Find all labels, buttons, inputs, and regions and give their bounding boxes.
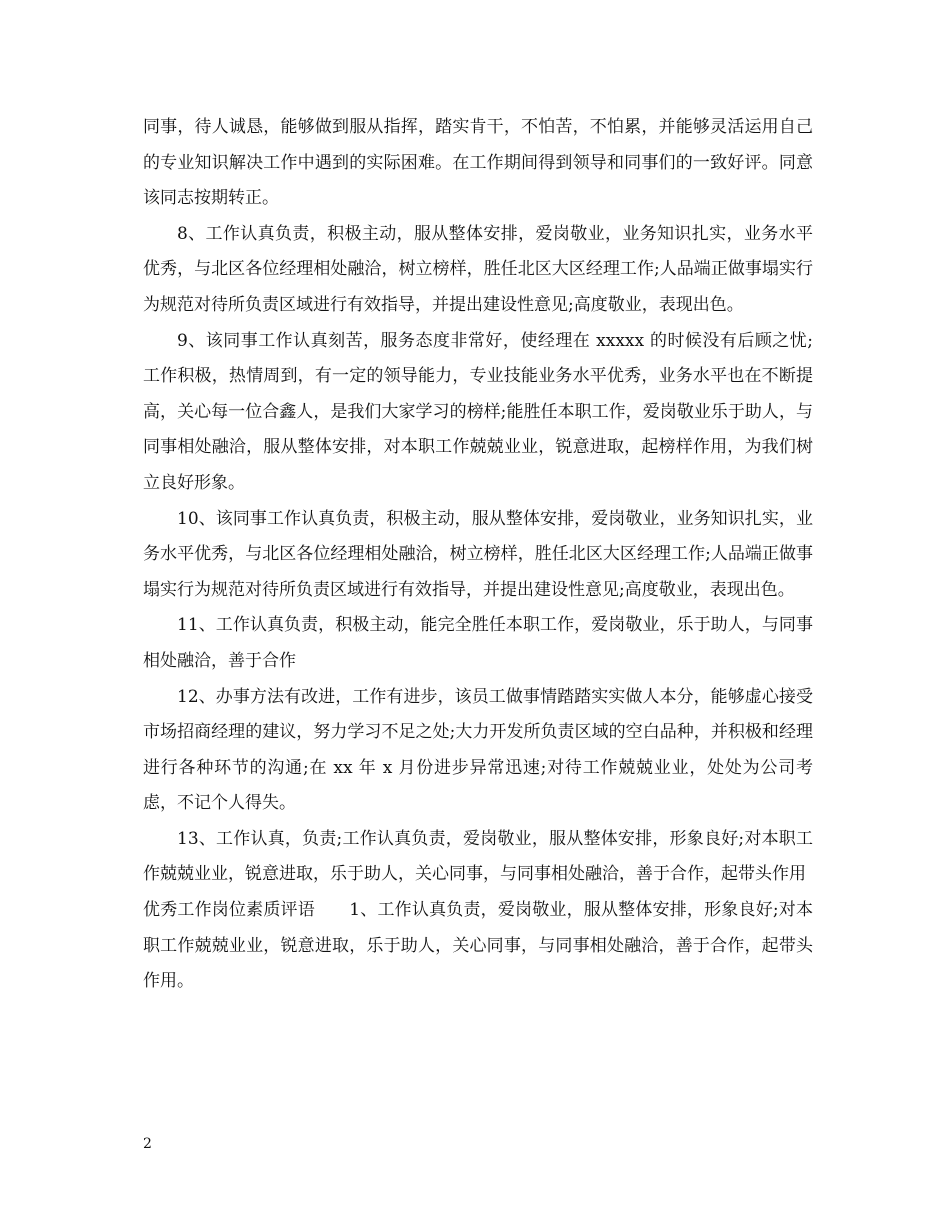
paragraph-item-11: 11、工作认真负责，积极主动，能完全胜任本职工作，爱岗敬业，乐于助人，与同事相处融洽，善于合作 [143,615,813,671]
paragraph-item-8: 8、工作认真负责，积极主动，服从整体安排，爱岗敬业，业务知识扎实，业务水平优秀，与北区各位经理相处融洽，树立榜样，胜任北区大区经理工作;人品端正做事塌实行为规范对待所负责区域进行有效指导，并提出建设性意见;高度敬业，表现出色。 [143,223,813,315]
paragraph-item-12: 12、办事方法有改进，工作有进步，该员工做事情踏踏实实做人本分，能够虚心接受市场招商经理的建议，努力学习不足之处;大力开发所负责区域的空白品种，并积极和经理进行各种环节的沟通;在 xx 年 x 月份进步异常迅速;对待工作兢兢业业，处处为公司考虑，不记个人得失。 [143,686,813,814]
paragraph-item-13: 13、工作认真，负责;工作认真负责，爱岗敬业，服从整体安排，形象良好;对本职工作兢兢业业，锐意进取，乐于助人，关心同事，与同事相处融洽，善于合作，起带头作用 [143,828,813,885]
page-number: 2 [143,1136,152,1152]
document-body [143,110,813,1000]
paragraph-section-heading: 优秀工作岗位素质评语 1、工作认真负责，爱岗敬业，服从整体安排，形象良好;对本职工作兢兢业业，锐意进取，乐于助人，关心同事，与同事相处融洽，善于合作，起带头作用。 [143,900,813,992]
paragraph-continuation: 同事，待人诚恳，能够做到服从指挥，踏实肯干，不怕苦，不怕累，并能够灵活运用自己的专业知识解决工作中遇到的实际困难。在工作期间得到领导和同事们的一致好评。同意该同志按期转正。 [143,117,813,209]
paragraph-item-10: 10、该同事工作认真负责，积极主动，服从整体安排，爱岗敬业，业务知识扎实，业务水平优秀，与北区各位经理相处融洽，树立榜样，胜任北区大区经理工作;人品端正做事塌实行为规范对待所负责区域进行有效指导，并提出建设性意见;高度敬业，表现出色。 [143,508,813,600]
paragraph-item-9: 9、该同事工作认真刻苦，服务态度非常好，使经理在 xxxxx 的时候没有后顾之忧;工作积极，热情周到，有一定的领导能力，专业技能业务水平优秀，业务水平也在不断提高，关心每一位合鑫人，是我们大家学习的榜样;能胜任本职工作，爱岗敬业乐于助人，与同事相处融洽，服从整体安排，对本职工作兢兢业业，锐意进取，起榜样作用，为我们树立良好形象。 [143,330,813,493]
